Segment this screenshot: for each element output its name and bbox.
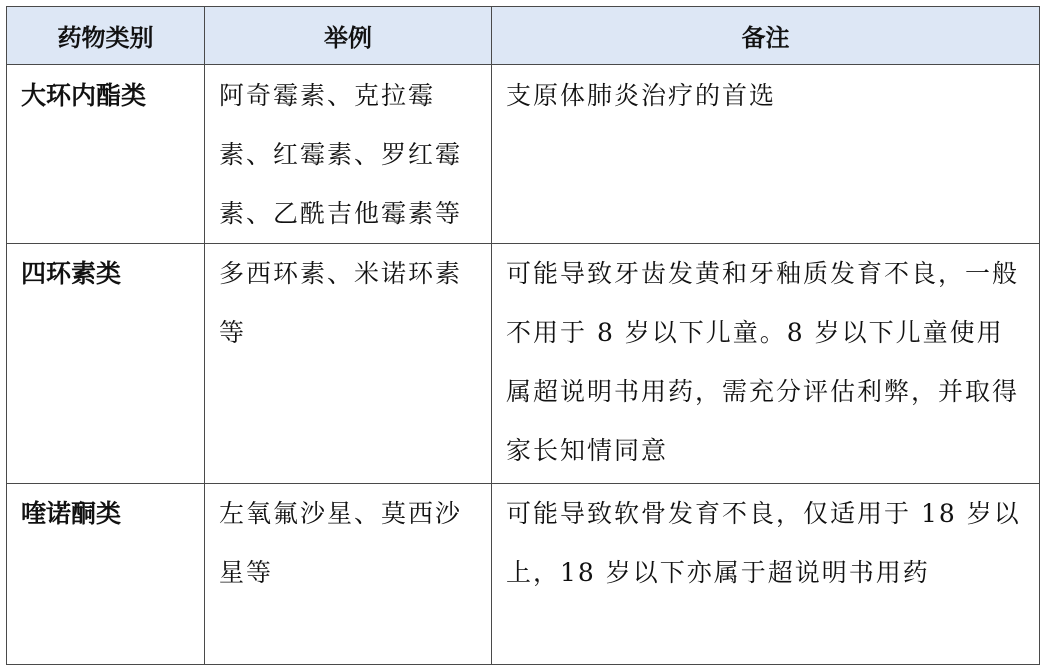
table-row: [7, 244, 1040, 484]
header-drug-category: 药物类别: [7, 7, 205, 65]
drug-category-cell: 喹诺酮类: [7, 484, 205, 665]
notes-cell: 可能导致软骨发育不良，仅适用于 18 岁以上，18 岁以下亦属于超说明书用药: [492, 484, 1040, 665]
drug-category-cell: 四环素类: [7, 244, 205, 484]
drug-category-cell: 大环内酯类: [7, 65, 205, 244]
notes-cell: 可能导致牙齿发黄和牙釉质发育不良，一般不用于 8 岁以下儿童。8 岁以下儿童使用属超说明书用药，需充分评估利弊，并取得家长知情同意: [492, 244, 1040, 484]
examples-cell: 多西环素、米诺环素等: [205, 244, 492, 484]
examples-cell: 阿奇霉素、克拉霉素、红霉素、罗红霉素、乙酰吉他霉素等: [205, 65, 492, 244]
table-row: [7, 484, 1040, 665]
table-header-row: [7, 7, 1040, 65]
header-examples: 举例: [205, 7, 492, 65]
drug-table: [6, 6, 1040, 665]
table-row: [7, 65, 1040, 244]
header-notes: 备注: [492, 7, 1040, 65]
examples-cell: 左氧氟沙星、莫西沙星等: [205, 484, 492, 665]
notes-cell: 支原体肺炎治疗的首选: [492, 65, 1040, 244]
